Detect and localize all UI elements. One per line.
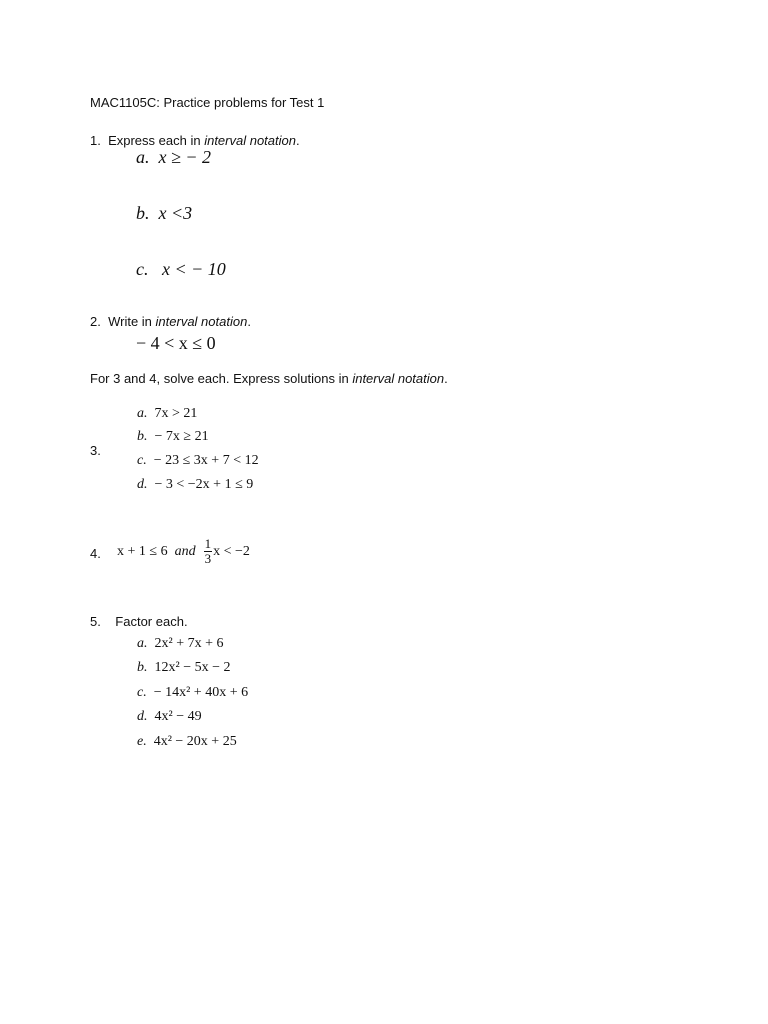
item-expression: − 23 ≤ 3x + 7 < 12 — [153, 453, 259, 468]
item-expression: − 14x² + 40x + 6 — [153, 685, 249, 700]
item-label: c. — [137, 453, 147, 468]
question-4-conjunction: and — [174, 544, 196, 559]
instructions-emphasis: interval notation — [352, 371, 445, 386]
question-1-number: 1. — [90, 133, 101, 148]
question-5d — [137, 708, 202, 726]
question-4-number: 4. — [90, 546, 101, 561]
question-2-period: . — [247, 314, 251, 329]
question-2-text: Write in — [108, 314, 152, 329]
item-label: b. — [136, 203, 150, 223]
item-label: d. — [137, 477, 148, 492]
question-1c — [136, 258, 226, 280]
item-label: b. — [137, 429, 148, 444]
question-3a — [137, 405, 197, 423]
item-label: c. — [137, 685, 147, 700]
question-2-number: 2. — [90, 314, 101, 329]
item-expression: x <3 — [158, 203, 193, 223]
fraction-numerator: 1 — [204, 536, 212, 552]
question-4-right: x < −2 — [213, 544, 250, 559]
one-third-fraction — [204, 537, 213, 566]
question-5a — [137, 635, 224, 653]
item-expression: 4x² − 49 — [154, 709, 202, 724]
question-3c — [137, 452, 259, 470]
question-1-text: Express each in — [108, 133, 201, 148]
question-3b — [137, 428, 209, 446]
instructions-period: . — [444, 371, 448, 386]
item-label: a. — [137, 636, 148, 651]
item-expression: 4x² − 20x + 25 — [153, 734, 237, 749]
document-title: MAC1105C: Practice problems for Test 1 — [90, 95, 325, 110]
item-label: d. — [137, 709, 148, 724]
question-2-prompt — [90, 314, 251, 330]
question-4-expression — [117, 536, 250, 568]
item-expression: − 7x ≥ 21 — [154, 429, 209, 444]
question-5b — [137, 659, 231, 677]
item-label: a. — [136, 147, 150, 167]
question-3-number: 3. — [90, 443, 101, 458]
question-5-text: Factor each. — [115, 614, 188, 629]
question-5-prompt — [90, 614, 188, 630]
item-expression: 7x > 21 — [154, 406, 198, 421]
question-5c — [137, 684, 248, 702]
question-1a — [136, 146, 211, 168]
question-1-emphasis: interval notation — [204, 133, 296, 148]
item-expression: x < − 10 — [162, 259, 226, 279]
question-3d — [137, 476, 253, 494]
item-expression: x ≥ − 2 — [158, 147, 212, 167]
question-2-expression: − 4 < x ≤ 0 — [136, 333, 216, 353]
question-1-period: . — [295, 133, 300, 148]
item-expression: 12x² − 5x − 2 — [154, 660, 231, 675]
item-label: a. — [137, 406, 148, 421]
question-2-emphasis: interval notation — [155, 314, 248, 329]
question-5e — [137, 733, 237, 751]
question-5-number: 5. — [90, 614, 101, 629]
item-label: c. — [136, 259, 149, 279]
item-expression: 2x² + 7x + 6 — [154, 636, 224, 651]
fraction-denominator: 3 — [204, 551, 212, 567]
item-label: e. — [137, 734, 147, 749]
instructions-text: For 3 and 4, solve each. Express solutions in — [90, 371, 349, 386]
question-4-left: x + 1 ≤ 6 — [117, 544, 168, 559]
instructions-3-4 — [90, 371, 448, 387]
item-expression: − 3 < −2x + 1 ≤ 9 — [154, 477, 254, 492]
question-1b — [136, 202, 192, 224]
item-label: b. — [137, 660, 148, 675]
